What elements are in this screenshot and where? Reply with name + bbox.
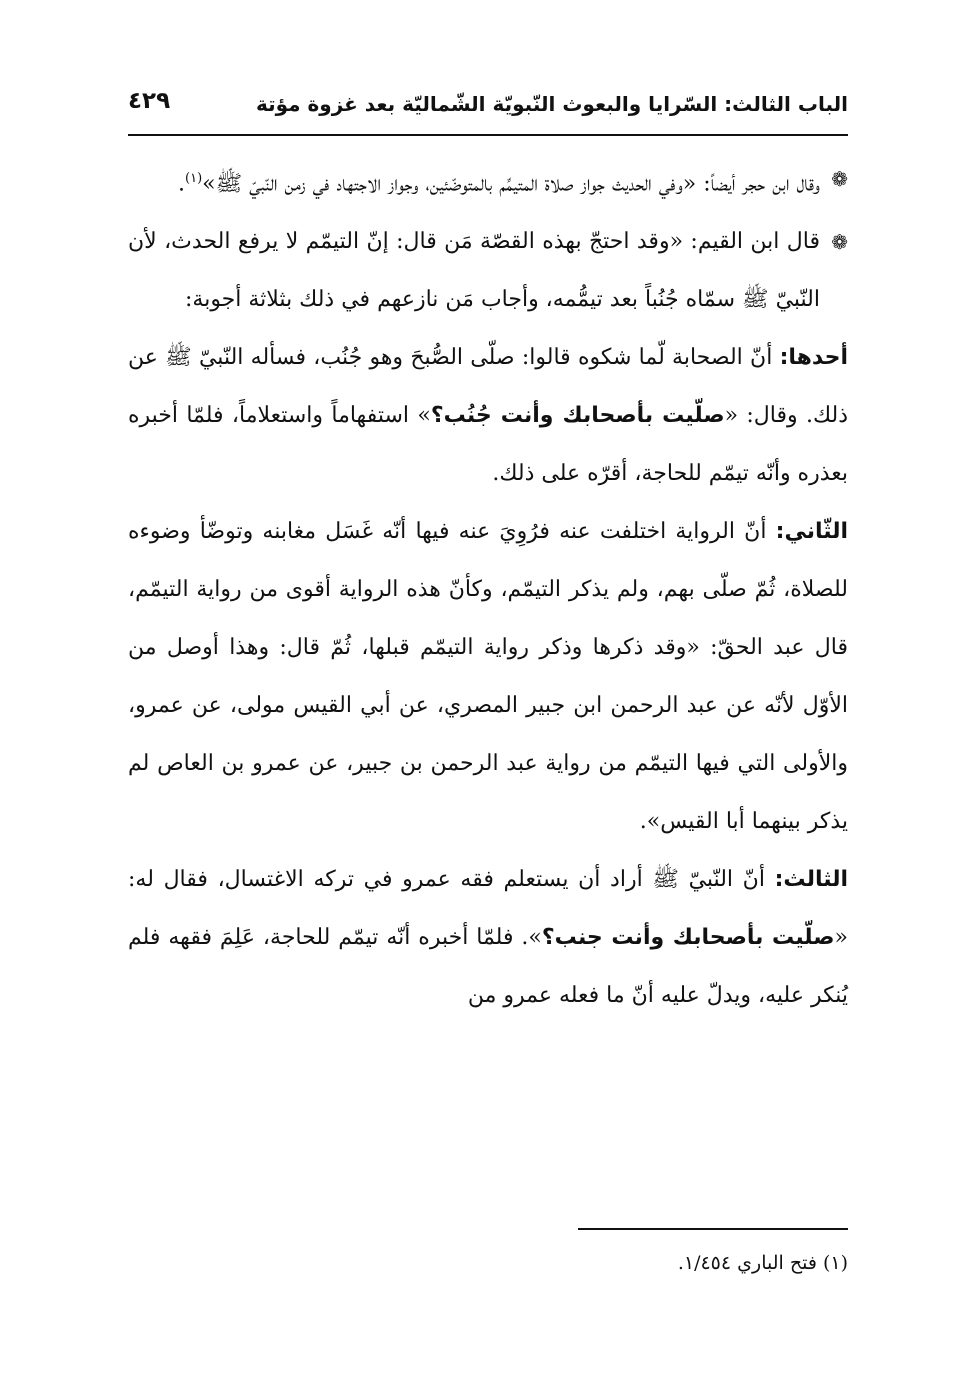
footnote-reference: (١) (185, 171, 203, 186)
footnote-rule (578, 1228, 848, 1230)
answer-label: أحدها: (779, 345, 848, 371)
running-title: الباب الثالث: السّرايا والبعوث النّبويّة الشّماليّة بعد غزوة مؤتة (255, 92, 848, 116)
answer-text: أنّ الصحابة لّما شكوه قالوا: صلّى الصُّبحَ وهو جُنُب، فسأله النّبيّ ﷺ عن ذلك. وقال: « (128, 345, 849, 429)
paragraph-first-answer (128, 329, 848, 503)
answer-text-after: » استفهاماً واستعلاماً، فلمّا أخبره بعذره وأنّه تيمّم للحاجة، أقرّه على ذلك. (128, 403, 848, 487)
footnote: (١) فتح الباري ١/٤٥٤. (677, 1252, 848, 1274)
answer-text: أنّ الرواية اختلفت عنه فرُوِيَ عنه فيها أنّه غَسَل مغابنه وتوضّأ وضوءه للصلاة، ثُمّ صلّى بهم، ولم يذكر التيمّم، وكأنّ هذه الرواية أقوى من رواية التيمّم، قال عبد الحقّ: «وقد ذكرها وذكر رواية التيمّم قبلها، ثُمّ قال: وهذا أوصل من الأوّل لأنّه عن عبد الرحمن ابن جبير المصري، عن أبي القيس مولى، عن عمرو، والأولى التي فيها التيمّم من رواية عبد الرحمن بن جبير، عن عمرو بن العاص لم يذكر بينهما أبا القيس». (128, 519, 848, 835)
answer-label: الثّاني: (775, 519, 848, 545)
answer-label: الثالث: (774, 867, 848, 893)
paragraph-tail: . (178, 171, 186, 197)
paragraph-ibn-qayyim (128, 213, 848, 329)
paragraph-text: قال ابن القيم: «وقد احتجّ بهذه القصّة مَن قال: إنّ التيمّم لا يرفع الحدث، لأن النّبيّ ﷺ سمّاه جُنُباً بعد تيمُّمه، وأجاب مَن نازعهم في ذلك بثلاثة أجوبة: (128, 229, 820, 313)
paragraph-text: وقال ابن حجر أيضاً: «وفي الحديث جواز صلاة المتيمِّم بالمتوضّئين، وجواز الاجتهاد في زمن النّبيّ ﷺ» (202, 171, 820, 197)
page-header (128, 84, 848, 128)
prophet-quote: صلّيت بأصحابك وأنت جنب؟ (541, 925, 835, 951)
answer-text-after: ». فلمّا أخبره أنّه تيمّم للحاجة، عَلِمَ فقهه فلم يُنكر عليه، ويدلّ عليه أنّ ما فعله عمرو من (128, 925, 848, 1009)
paragraph-third-answer (128, 851, 848, 1025)
paragraph-second-answer (128, 503, 848, 851)
page-number: ٤٢٩ (128, 88, 171, 114)
paragraph-ibn-hajar (128, 150, 848, 213)
asterisk-flower-icon: ❁ (831, 167, 848, 191)
header-rule (128, 134, 848, 136)
asterisk-flower-icon: ❁ (831, 230, 848, 255)
body-text (128, 150, 848, 1025)
prophet-quote: صلّيت بأصحابك وأنت جُنُب؟ (430, 403, 725, 429)
answer-text: أنّ النّبيّ ﷺ أراد أن يستعلم فقه عمرو في تركه الاغتسال، فقال له: « (128, 867, 849, 951)
